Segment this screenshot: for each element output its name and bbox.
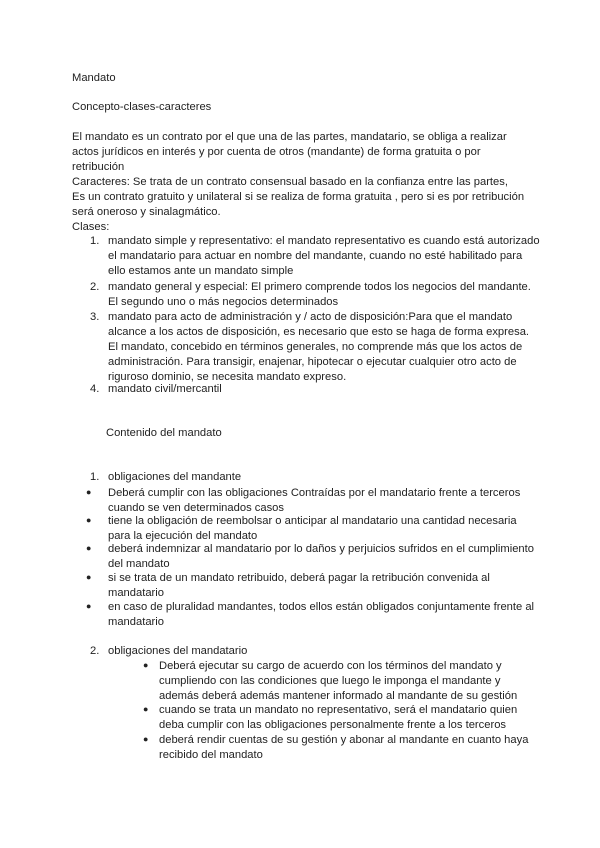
section-subtitle: Concepto-clases-caracteres <box>72 101 212 113</box>
list-text: deberá indemnizar al mandatario por lo daños y perjuicios sufridos en el cumplimiento del mandato <box>108 543 534 570</box>
clases-label: Clases: <box>72 221 110 233</box>
bullet-icon: ● <box>86 487 92 497</box>
mandante-heading: obligaciones del mandante <box>108 471 242 483</box>
document-title: Mandato <box>72 72 116 84</box>
bullet-icon: ● <box>143 734 149 744</box>
bullet-icon: ● <box>143 704 149 714</box>
caracteres-line-1: Caracteres: Se trata de un contrato consensual basado en la confianza entre las partes, <box>72 176 508 188</box>
bullet-icon: ● <box>86 601 92 611</box>
list-number: 1. <box>90 235 100 247</box>
list-number: 2. <box>90 645 100 657</box>
list-text: mandato para acto de administración y / acto de disposición:Para que el mandato alcance a los actos de disposición, es necesario que esto se haga de forma expresa. El mandato, concebido en términos generales, no comprende más que los actos de administración. Para transigir, enajenar, hipotecar o ejecutar cualquier otro acto de riguroso dominio, se necesita mandato expreso. <box>108 311 530 383</box>
bullet-icon: ● <box>86 543 92 553</box>
list-text: en caso de pluralidad mandantes, todos ellos están obligados conjuntamente frente al mandatario <box>108 601 535 628</box>
list-text: cuando se trata un mandato no representativo, será el mandatario quien deba cumplir con las obligaciones personalmente frente a los terceros <box>159 704 518 731</box>
list-number: 4. <box>90 383 100 395</box>
mandatario-heading: obligaciones del mandatario <box>108 645 248 657</box>
list-text: mandato civil/mercantil <box>108 383 222 395</box>
list-number: 1. <box>90 471 100 483</box>
list-number: 2. <box>90 281 100 293</box>
bullet-icon: ● <box>143 660 149 670</box>
list-text: Deberá cumplir con las obligaciones Contraídas por el mandatario frente a terceros cuando se ven determinados casos <box>108 487 521 514</box>
caracteres-line-2: Es un contrato gratuito y unilateral si se realiza de forma gratuita , pero si es por retribución será oneroso y sinalagmático. <box>72 191 525 218</box>
list-text: deberá rendir cuentas de su gestión y abonar al mandante en cuanto haya recibido del mandato <box>159 734 529 761</box>
list-number: 3. <box>90 311 100 323</box>
list-text: mandato simple y representativo: el mandato representativo es cuando está autorizado el mandatario para actuar en nombre del mandante, cuando no esté habilitado para ello estamos ante un mandato simple <box>108 235 540 277</box>
definition-paragraph: El mandato es un contrato por el que una de las partes, mandatario, se obliga a realizar actos jurídicos en interés y por cuenta de otros (mandante) de forma gratuita o por retribución <box>72 131 507 173</box>
list-text: si se trata de un mandato retribuido, deberá pagar la retribución convenida al mandatario <box>108 572 490 599</box>
bullet-icon: ● <box>86 572 92 582</box>
bullet-icon: ● <box>86 515 92 525</box>
list-text: tiene la obligación de reembolsar o anticipar al mandatario una cantidad necesaria para la ejecución del mandato <box>108 515 517 542</box>
contenido-heading: Contenido del mandato <box>106 427 222 439</box>
list-text: mandato general y especial: El primero comprende todos los negocios del mandante. El segundo uno o más negocios determinados <box>108 281 531 308</box>
list-text: Deberá ejecutar su cargo de acuerdo con los términos del mandato y cumpliendo con las condiciones que luego le imponga el mandante y además deberá además mantener informado al mandante de su gestión <box>159 660 518 702</box>
